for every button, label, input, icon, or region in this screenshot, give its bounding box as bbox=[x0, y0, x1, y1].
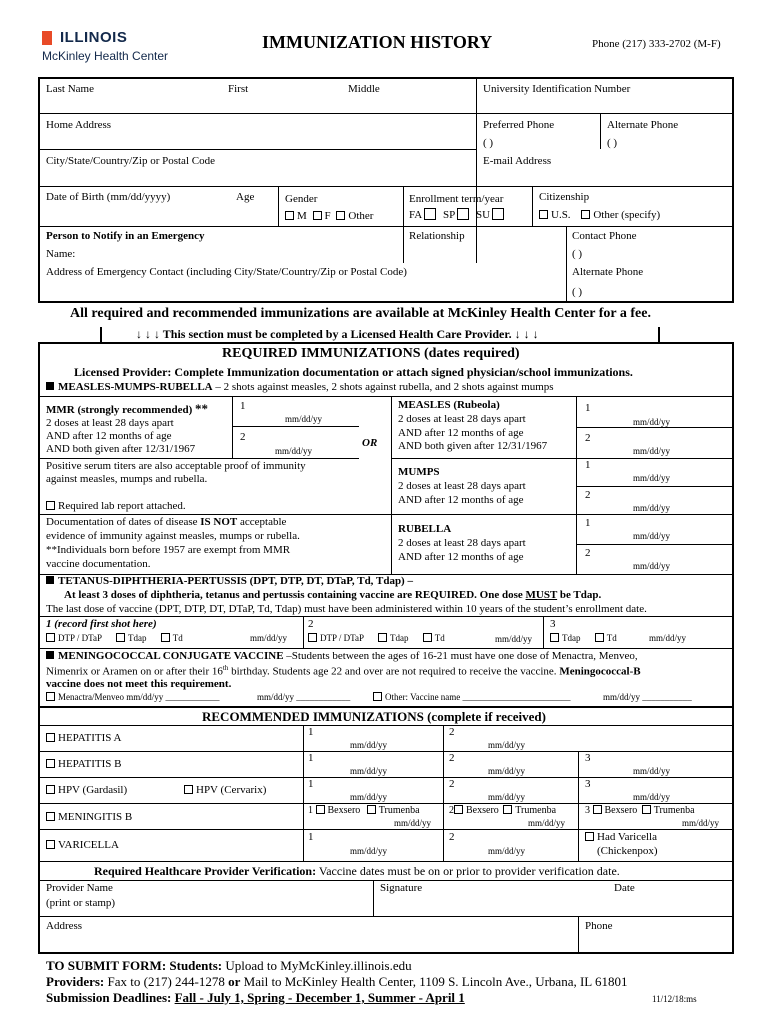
tdap-dose-1-options[interactable]: DTP / DTaP Tdap Td bbox=[46, 633, 183, 643]
menb-dose-1-date: mm/dd/yy bbox=[394, 818, 432, 828]
measles-dose-1-date: mm/dd/yy bbox=[633, 417, 671, 427]
meningococcal-heading: MENINGOCOCCAL CONJUGATE VACCINE –Students between the ages of 16-21 must have one dose of Menactra, Menveo, bbox=[46, 650, 638, 662]
mumps-rule-2: AND after 12 months of age bbox=[398, 494, 524, 506]
checkbox-icon[interactable] bbox=[367, 805, 376, 814]
hpv-dose-3-date: mm/dd/yy bbox=[633, 792, 671, 802]
contact-phone-paren: ( ) bbox=[572, 248, 583, 260]
submit-providers: Providers: Fax to (217) 244-1278 or Mail to McKinley Health Center, 1109 S. Lincoln Ave., Urbana, IL 61801 bbox=[46, 974, 628, 989]
menb-dose-3-options[interactable]: 3 Bexsero Trumenba bbox=[585, 805, 695, 816]
chickenpox-label: (Chickenpox) bbox=[597, 845, 658, 857]
menb-dose-3-date: mm/dd/yy bbox=[682, 818, 720, 828]
checkbox-icon[interactable] bbox=[316, 805, 325, 814]
hpv-dose-3[interactable]: 3 bbox=[585, 778, 591, 790]
measles-dose-1[interactable]: 1 bbox=[585, 402, 591, 414]
varicella-dose-1-date: mm/dd/yy bbox=[350, 846, 388, 856]
checkbox-icon[interactable] bbox=[373, 692, 382, 701]
measles-label: MEASLES (Rubeola) bbox=[398, 399, 500, 411]
submit-students: TO SUBMIT FORM: Students: Upload to MyMcKinley.illinois.edu bbox=[46, 958, 412, 973]
mumps-rule-1: 2 doses at least 28 days apart bbox=[398, 480, 526, 492]
hepb-dose-2-date: mm/dd/yy bbox=[488, 766, 526, 776]
verification-heading: Required Healthcare Provider Verification: Vaccine dates must be on or prior to provider verification date. bbox=[94, 864, 620, 878]
provider-address-label[interactable]: Address bbox=[46, 920, 83, 932]
mmr-rule-3: AND both given after 12/31/1967 bbox=[46, 443, 196, 455]
hepa-dose-2-date: mm/dd/yy bbox=[488, 740, 526, 750]
print-stamp-label: (print or stamp) bbox=[46, 897, 116, 909]
citizenship-label: Citizenship bbox=[539, 191, 590, 203]
middle-name-label[interactable]: Middle bbox=[348, 83, 380, 95]
signature-label[interactable]: Signature bbox=[380, 882, 423, 894]
alternate-phone-label[interactable]: Alternate Phone bbox=[607, 119, 679, 131]
mmr-dose-2-date: mm/dd/yy bbox=[275, 446, 313, 456]
mmr-dose-2[interactable]: 2 bbox=[240, 431, 246, 443]
measles-rule-3: AND both given after 12/31/1967 bbox=[398, 440, 548, 452]
page-title: IMMUNIZATION HISTORY bbox=[262, 32, 493, 52]
illinois-block-i-icon bbox=[42, 31, 52, 45]
required-title: REQUIRED IMMUNIZATIONS (dates required) bbox=[222, 346, 520, 361]
logo bbox=[38, 28, 178, 68]
mmr-heading: MEASLES-MUMPS-RUBELLA – 2 shots against measles, 2 shots against rubella, and 2 shots against mumps bbox=[46, 381, 554, 393]
rubella-dose-2[interactable]: 2 bbox=[585, 547, 591, 559]
mmr-dose-1-date: mm/dd/yy bbox=[285, 414, 323, 424]
checkbox-icon[interactable] bbox=[46, 692, 55, 701]
enrollment-options[interactable]: FA SP SU bbox=[409, 208, 504, 221]
recommended-title: RECOMMENDED IMMUNIZATIONS (complete if received) bbox=[202, 709, 546, 724]
citizenship-options[interactable]: U.S. Other (specify) bbox=[539, 209, 660, 221]
checkbox-icon[interactable] bbox=[581, 210, 590, 219]
exempt-note: **Individuals born before 1957 are exempt from MMR bbox=[46, 544, 291, 556]
tdap-heading: TETANUS-DIPHTHERIA-PERTUSSIS (DPT, DTP, DT, DTaP, Td, Tdap) – bbox=[46, 575, 413, 587]
rubella-dose-1[interactable]: 1 bbox=[585, 517, 591, 529]
rubella-dose-1-date: mm/dd/yy bbox=[633, 531, 671, 541]
square-bullet-icon bbox=[46, 576, 54, 584]
menactra-option[interactable]: Menactra/Menveo mm/dd/yy ____________ bbox=[46, 692, 219, 702]
checkbox-icon[interactable] bbox=[378, 633, 387, 642]
varicella-dose-2-date: mm/dd/yy bbox=[488, 846, 526, 856]
mumps-label: MUMPS bbox=[398, 466, 440, 478]
measles-rule-1: 2 doses at least 28 days apart bbox=[398, 413, 526, 425]
mumps-dose-1-date: mm/dd/yy bbox=[633, 473, 671, 483]
emergency-name-label[interactable]: Name: bbox=[46, 248, 76, 260]
checkbox-icon[interactable] bbox=[46, 501, 55, 510]
email-label[interactable]: E-mail Address bbox=[483, 155, 552, 167]
other-vaccine-date[interactable]: mm/dd/yy ___________ bbox=[603, 692, 692, 702]
menb-dose-1-options[interactable]: 1 Bexsero Trumenba bbox=[308, 805, 420, 816]
mumps-dose-1[interactable]: 1 bbox=[585, 459, 591, 471]
square-bullet-icon bbox=[46, 382, 54, 390]
checkbox-icon[interactable] bbox=[46, 759, 55, 768]
menb-dose-2-date: mm/dd/yy bbox=[528, 818, 566, 828]
hepb-dose-3-date: mm/dd/yy bbox=[633, 766, 671, 776]
mumps-dose-2[interactable]: 2 bbox=[585, 489, 591, 501]
gender-label: Gender bbox=[285, 193, 318, 205]
su-box-icon[interactable] bbox=[492, 208, 504, 220]
last-name-label[interactable]: Last Name bbox=[46, 83, 94, 95]
dob-label[interactable]: Date of Birth (mm/dd/yyyy) bbox=[46, 191, 171, 203]
hepb-dose-1-date: mm/dd/yy bbox=[350, 766, 388, 776]
alt-phone-label[interactable]: Alternate Phone bbox=[572, 266, 644, 278]
measles-dose-2-date: mm/dd/yy bbox=[633, 446, 671, 456]
square-bullet-icon bbox=[46, 651, 54, 659]
gender-options[interactable]: M F Other bbox=[285, 210, 373, 222]
or-label: OR bbox=[362, 437, 378, 449]
disease-doc-note-2: evidence of immunity against measles, mumps or rubella. bbox=[46, 530, 300, 542]
emergency-label: Person to Notify in an Emergency bbox=[46, 230, 205, 242]
checkbox-icon[interactable] bbox=[46, 785, 55, 794]
provider-name-label[interactable]: Provider Name bbox=[46, 882, 113, 894]
form-version-code: 11/12/18:ms bbox=[652, 994, 697, 1004]
hepa-dose-2[interactable]: 2 bbox=[449, 726, 455, 738]
exempt-note-2: vaccine documentation. bbox=[46, 558, 151, 570]
rubella-label: RUBELLA bbox=[398, 523, 452, 535]
checkbox-icon[interactable] bbox=[46, 733, 55, 742]
measles-rule-2: AND after 12 months of age bbox=[398, 427, 524, 439]
hpv-dose-2-date: mm/dd/yy bbox=[488, 792, 526, 802]
had-varicella-checkbox[interactable]: Had Varicella bbox=[585, 831, 657, 843]
city-label[interactable]: City/State/Country/Zip or Postal Code bbox=[46, 155, 215, 167]
preferred-phone-paren: ( ) bbox=[483, 137, 494, 149]
measles-dose-2[interactable]: 2 bbox=[585, 432, 591, 444]
checkbox-icon[interactable] bbox=[184, 785, 193, 794]
tdap-dose-2[interactable]: 2 bbox=[308, 618, 314, 630]
checkbox-icon[interactable] bbox=[308, 633, 317, 642]
tdap-dose-1-date: mm/dd/yy bbox=[250, 633, 288, 643]
tdap-last-dose-note: The last dose of vaccine (DPT, DTP, DT, DTaP, Td, Tdap) must have been administered within 10 years of the student’s enrollment date. bbox=[46, 603, 647, 615]
header-phone: Phone (217) 333-2702 (M-F) bbox=[592, 38, 721, 50]
hepb-dose-1[interactable]: 1 bbox=[308, 752, 314, 764]
hepatitis-a-checkbox[interactable]: HEPATITIS A bbox=[46, 732, 121, 744]
tdap-dose-2-date: mm/dd/yy bbox=[495, 634, 533, 644]
checkbox-icon[interactable] bbox=[46, 840, 55, 849]
home-address-label[interactable]: Home Address bbox=[46, 119, 112, 131]
hepa-dose-1-date: mm/dd/yy bbox=[350, 740, 388, 750]
hpv-dose-1[interactable]: 1 bbox=[308, 778, 314, 790]
fa-box-icon[interactable] bbox=[424, 208, 436, 220]
hepb-dose-3[interactable]: 3 bbox=[585, 752, 591, 764]
lab-report-checkbox[interactable]: Required lab report attached. bbox=[46, 500, 186, 512]
first-name-label[interactable]: First bbox=[228, 83, 249, 95]
checkbox-icon[interactable] bbox=[285, 211, 294, 220]
meningitis-b-checkbox[interactable]: MENINGITIS B bbox=[46, 811, 132, 823]
checkbox-icon[interactable] bbox=[539, 210, 548, 219]
checkbox-icon[interactable] bbox=[593, 805, 602, 814]
checkbox-icon[interactable] bbox=[46, 812, 55, 821]
checkbox-icon[interactable] bbox=[423, 633, 432, 642]
varicella-dose-1[interactable]: 1 bbox=[308, 831, 314, 843]
hepa-dose-1[interactable]: 1 bbox=[308, 726, 314, 738]
availability-banner: All required and recommended immunizations are available at McKinley Health Center for a fee. bbox=[70, 306, 651, 321]
submission-deadlines: Submission Deadlines: Fall - July 1, Spring - December 1, Summer - April 1 bbox=[46, 990, 465, 1005]
titers-note-1: Positive serum titers are also acceptable proof of immunity bbox=[46, 460, 306, 472]
tdap-first-shot[interactable]: 1 (record first shot here) bbox=[46, 618, 157, 630]
checkbox-icon[interactable] bbox=[161, 633, 170, 642]
contact-phone-label[interactable]: Contact Phone bbox=[572, 230, 637, 242]
checkbox-icon[interactable] bbox=[585, 832, 594, 841]
tdap-dose-3-date: mm/dd/yy bbox=[649, 633, 687, 643]
emergency-address-label[interactable]: Address of Emergency Contact (including City/State/Country/Zip or Postal Code) bbox=[46, 266, 407, 278]
meningococcal-line-2: Nimenrix or Aramen on or after their 16th birthday. Students age 22 and over are not required to receive the vaccine. Meningococcal-B bbox=[46, 664, 641, 678]
preferred-phone-label[interactable]: Preferred Phone bbox=[483, 119, 555, 131]
uin-label[interactable]: University Identification Number bbox=[483, 83, 631, 95]
checkbox-icon[interactable] bbox=[313, 211, 322, 220]
checkbox-icon[interactable] bbox=[642, 805, 651, 814]
checkbox-icon[interactable] bbox=[336, 211, 345, 220]
tdap-requirement: At least 3 doses of diphtheria, tetanus and pertussis containing vaccine are REQUIRED. One dose MUST be Tdap. bbox=[64, 589, 602, 601]
other-vaccine-option[interactable]: Other: Vaccine name ________________________ bbox=[373, 692, 571, 702]
hepb-dose-2[interactable]: 2 bbox=[449, 752, 455, 764]
hpv-gardasil-checkbox[interactable]: HPV (Gardasil) bbox=[46, 784, 127, 796]
mmr-label: MMR (strongly recommended) ** bbox=[46, 401, 208, 416]
menactra-date-2[interactable]: mm/dd/yy ____________ bbox=[257, 692, 351, 702]
mmr-rule-1: 2 doses at least 28 days apart bbox=[46, 417, 174, 429]
rubella-rule-1: 2 doses at least 28 days apart bbox=[398, 537, 526, 549]
alt-phone-paren: ( ) bbox=[572, 286, 583, 298]
checkbox-icon[interactable] bbox=[503, 805, 512, 814]
down-arrows-icon: ↓ ↓ ↓ bbox=[136, 327, 160, 341]
logo-bottom: McKinley Health Center bbox=[42, 49, 169, 63]
checkbox-icon[interactable] bbox=[46, 633, 55, 642]
tdap-dose-3[interactable]: 3 bbox=[550, 618, 556, 630]
sp-box-icon[interactable] bbox=[457, 208, 469, 220]
checkbox-icon[interactable] bbox=[595, 633, 604, 642]
alternate-phone-paren: ( ) bbox=[607, 137, 618, 149]
varicella-checkbox[interactable]: VARICELLA bbox=[46, 839, 119, 851]
rubella-rule-2: AND after 12 months of age bbox=[398, 551, 524, 563]
titers-note-2: against measles, mumps and rubella. bbox=[46, 473, 208, 485]
checkbox-icon[interactable] bbox=[116, 633, 125, 642]
mmr-rule-2: AND after 12 months of age bbox=[46, 430, 172, 442]
tdap-dose-2-options[interactable]: DTP / DTaP Tdap Td bbox=[308, 633, 445, 643]
mumps-dose-2-date: mm/dd/yy bbox=[633, 503, 671, 513]
hpv-dose-2[interactable]: 2 bbox=[449, 778, 455, 790]
menb-dose-2-options[interactable]: 2 Bexsero Trumenba bbox=[449, 805, 557, 816]
hepatitis-b-checkbox[interactable]: HEPATITIS B bbox=[46, 758, 121, 770]
checkbox-icon[interactable] bbox=[550, 633, 559, 642]
logo-top: ILLINOIS bbox=[60, 29, 128, 46]
enrollment-label: Enrollment term/year bbox=[409, 193, 504, 205]
hpv-dose-1-date: mm/dd/yy bbox=[350, 792, 388, 802]
rubella-dose-2-date: mm/dd/yy bbox=[633, 561, 671, 571]
hpv-cervarix-checkbox[interactable]: HPV (Cervarix) bbox=[184, 784, 266, 796]
section-note: ↓ ↓ ↓ This section must be completed by a Licensed Health Care Provider. ↓ ↓ ↓ bbox=[100, 327, 660, 343]
relationship-label[interactable]: Relationship bbox=[409, 230, 465, 242]
mmr-dose-1[interactable]: 1 bbox=[240, 400, 246, 412]
tdap-dose-3-options[interactable]: Tdap Td bbox=[550, 633, 617, 643]
down-arrows-icon: ↓ ↓ ↓ bbox=[514, 327, 539, 341]
checkbox-icon[interactable] bbox=[454, 805, 463, 814]
disease-doc-note: Documentation of dates of disease IS NOT acceptable bbox=[46, 516, 287, 528]
licensed-provider-note: Licensed Provider: Complete Immunization documentation or attach signed physician/school immunizations. bbox=[74, 365, 633, 379]
meningococcal-line-3: vaccine does not meet this requirement. bbox=[46, 678, 232, 690]
date-label[interactable]: Date bbox=[614, 882, 635, 894]
age-label[interactable]: Age bbox=[236, 191, 255, 203]
varicella-dose-2[interactable]: 2 bbox=[449, 831, 455, 843]
provider-phone-label[interactable]: Phone bbox=[585, 920, 613, 932]
